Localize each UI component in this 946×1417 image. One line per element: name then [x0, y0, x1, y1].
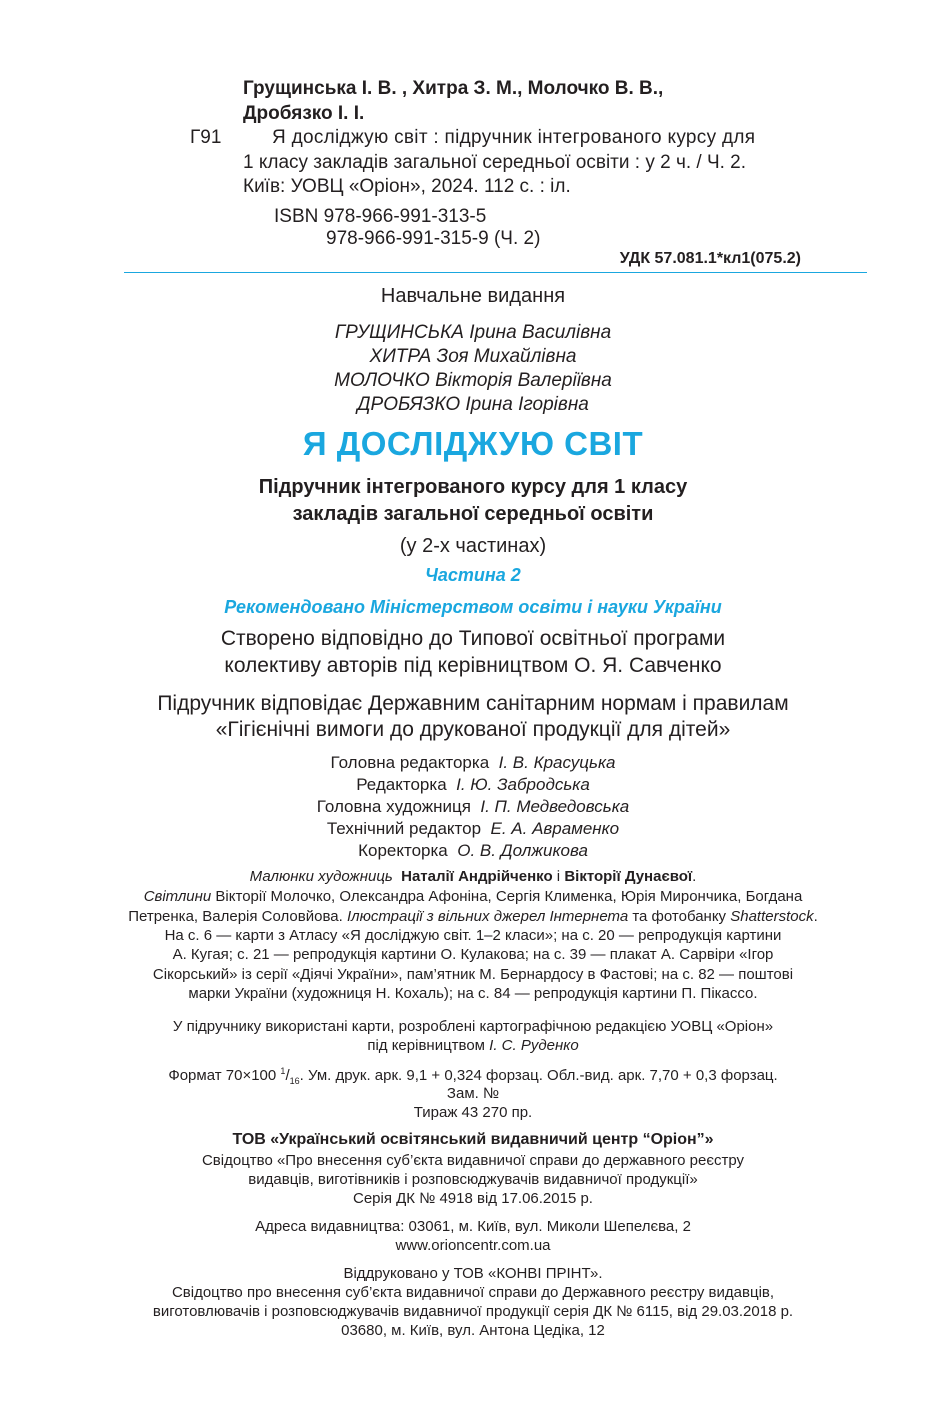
format-fraction-slash: /	[285, 1067, 290, 1084]
staff-name: І. Ю. Забродська	[456, 775, 590, 794]
program-line-1: Створено відповідно до Типової освітньої програми	[220, 627, 726, 650]
printer-line-2: Свідоцтво про внесення суб’єкта видавничої справи до Державного реєстру видавців,	[171, 1284, 775, 1301]
biblio-desc-line-3: Київ: УОВЦ «Оріон», 2024. 112 с. : іл.	[243, 176, 571, 197]
isbn-line-1: ISBN 978-966-991-313-5	[274, 206, 487, 227]
credits-text: Наталії Андрійченко	[401, 868, 553, 885]
sanitary-line-1: Підручник відповідає Державним санітарним нормам і правилам	[157, 692, 789, 715]
authors-line-2: Дробязко І. І.	[243, 103, 365, 124]
udk: УДК 57.081.1*кл1(075.2)	[619, 250, 801, 267]
printer-line-1: Віддруковано у ТОВ «КОНВІ ПРІНТ».	[343, 1265, 603, 1282]
credits-text: Світлини	[143, 888, 212, 905]
book-title: Я ДОСЛІДЖУЮ СВІТ	[302, 425, 644, 462]
format-fraction-den: 16	[289, 1076, 300, 1086]
sanitary-line-2: «Гігієнічні вимоги до друкованої продукції для дітей»	[215, 718, 731, 741]
staff-name: І. П. Медведовська	[480, 797, 630, 816]
author-surname: ГРУЩИНСЬКА	[334, 322, 464, 343]
staff-line	[0, 753, 946, 773]
isbn-line-2: 978-966-991-315-9 (Ч. 2)	[326, 228, 541, 249]
author-name: Вікторія Валеріївна	[435, 370, 612, 391]
biblio-desc-line-2: 1 класу закладів загальної середньої освіти : у 2 ч. / Ч. 2.	[243, 152, 747, 173]
credits-line-4: На с. 6 — карти з Атласу «Я досліджую світ. 1–2 класи»; на с. 20 — репродукція картини	[164, 927, 782, 944]
author-name: Ірина Ігорівна	[465, 394, 589, 415]
authors-line-1: Грущинська І. В. , Хитра З. М., Молочко В. В.,	[243, 78, 664, 99]
credits-text: та фотобанку	[632, 908, 727, 925]
catalog-code: Г91	[190, 127, 222, 148]
credits-line-6: Сікорський» із серії «Діячі України», пам’ятник М. Бернардосу в Фастові; на с. 82 — поштові	[152, 966, 794, 983]
staff-role: Коректорка	[358, 841, 448, 860]
program-line-2: колективу авторів під керівництвом О. Я. Савченко	[224, 654, 722, 677]
publisher-cert-line-2: видавців, виготівників і розповсюджувачів видавничої продукції»	[248, 1171, 698, 1188]
credits-text: Вікторії Молочко, Олександра Афоніна, Сергія Клименка, Юрія Мирончика, Богдана	[215, 888, 803, 905]
staff-line	[0, 841, 946, 861]
recommended: Рекомендовано Міністерством освіти і науки України	[224, 597, 722, 617]
subtitle-line-2: закладів загальної середньої освіти	[292, 503, 654, 525]
subtitle-line-1: Підручник інтегрованого курсу для 1 класу	[258, 476, 688, 498]
staff-line	[0, 797, 946, 817]
part-number: Частина 2	[425, 565, 521, 585]
author-name: Ірина Василівна	[469, 322, 612, 343]
author-name: Зоя Михайлівна	[436, 346, 577, 367]
publisher-website[interactable]: www.orioncentr.com.ua	[395, 1237, 551, 1254]
credits-line-7: марки України (художниця Н. Кохаль); на с. 84 — репродукція картини П. Пікассо.	[188, 985, 758, 1002]
maps-line-2	[0, 1037, 946, 1054]
credits-text: Shatterstock	[730, 908, 814, 925]
staff-name: Е. А. Авраменко	[490, 819, 620, 838]
print-run: Тираж 43 270 пр.	[413, 1104, 533, 1121]
format-text: Формат 70×100	[168, 1067, 277, 1084]
staff-line	[0, 775, 946, 795]
maps-text: під керівництвом	[367, 1037, 485, 1054]
full-author-3	[0, 370, 946, 392]
staff-name: О. В. Должикова	[457, 841, 588, 860]
author-surname: ХИТРА	[369, 346, 432, 367]
maps-line-1: У підручнику використані карти, розроблені картографічною редакцією УОВЦ «Оріон»	[172, 1018, 774, 1035]
publisher-cert-line-1: Свідоцтво «Про внесення суб’єкта видавничої справи до державного реєстру	[201, 1152, 745, 1169]
publisher-address: Адреса видавництва: 03061, м. Київ, вул. Миколи Шепелєва, 2	[255, 1218, 691, 1235]
author-surname: МОЛОЧКО	[334, 370, 430, 391]
order-number: Зам. №	[446, 1085, 500, 1102]
staff-role: Головна художниця	[316, 797, 471, 816]
credits-text: Петренка, Валерія Соловйова.	[128, 908, 343, 925]
credits-line-3	[0, 908, 946, 925]
printer-line-4: 03680, м. Київ, вул. Антона Цедіка, 12	[341, 1322, 605, 1339]
credits-line-5: А. Кугая; с. 21 — репродукція картини О. Кулакова; на с. 39 — плакат А. Сарвіри «Ігор	[172, 946, 774, 963]
edition-type: Навчальне видання	[380, 285, 566, 307]
parts-note: (у 2-х частинах)	[399, 535, 547, 557]
staff-line	[0, 819, 946, 839]
credits-text: Малюнки художниць	[249, 868, 393, 885]
credits-text: Вікторії Дунаєвої	[564, 868, 693, 885]
author-surname: ДРОБЯЗКО	[357, 394, 461, 415]
credits-text: .	[813, 908, 818, 925]
staff-role: Технічний редактор	[326, 819, 482, 838]
biblio-desc-line-1: Я досліджую світ : підручник інтегрованого курсу для	[272, 127, 756, 148]
divider	[124, 272, 867, 273]
format-line	[0, 1066, 946, 1086]
full-author-4	[0, 394, 946, 416]
staff-role: Головна редакторка	[330, 753, 490, 772]
staff-name: І. В. Красуцька	[498, 753, 616, 772]
publisher-cert-line-3: Серія ДК № 4918 від 17.06.2015 р.	[353, 1190, 593, 1207]
credits-line-1	[0, 868, 946, 885]
printer-line-3: виготовлювачів і розповсюджувачів видавничої продукції серія ДК № 6115, від 29.03.2018 р.	[152, 1303, 794, 1320]
credits-text: .	[692, 868, 697, 885]
credits-text: і	[556, 868, 561, 885]
maps-text: І. С. Руденко	[489, 1037, 579, 1054]
full-author-1	[0, 322, 946, 344]
credits-text: Ілюстрації з вільних джерел Інтернета	[346, 908, 629, 925]
credits-line-2	[0, 888, 946, 905]
format-text: . Ум. друк. арк. 9,1 + 0,324 форзац. Обл.-вид. арк. 7,70 + 0,3 форзац.	[299, 1067, 778, 1084]
full-author-2	[0, 346, 946, 368]
publisher-name: ТОВ «Український освітянський видавничий центр “Оріон”»	[232, 1131, 714, 1148]
format-fraction-num: 1	[280, 1066, 286, 1076]
staff-role: Редакторка	[356, 775, 447, 794]
